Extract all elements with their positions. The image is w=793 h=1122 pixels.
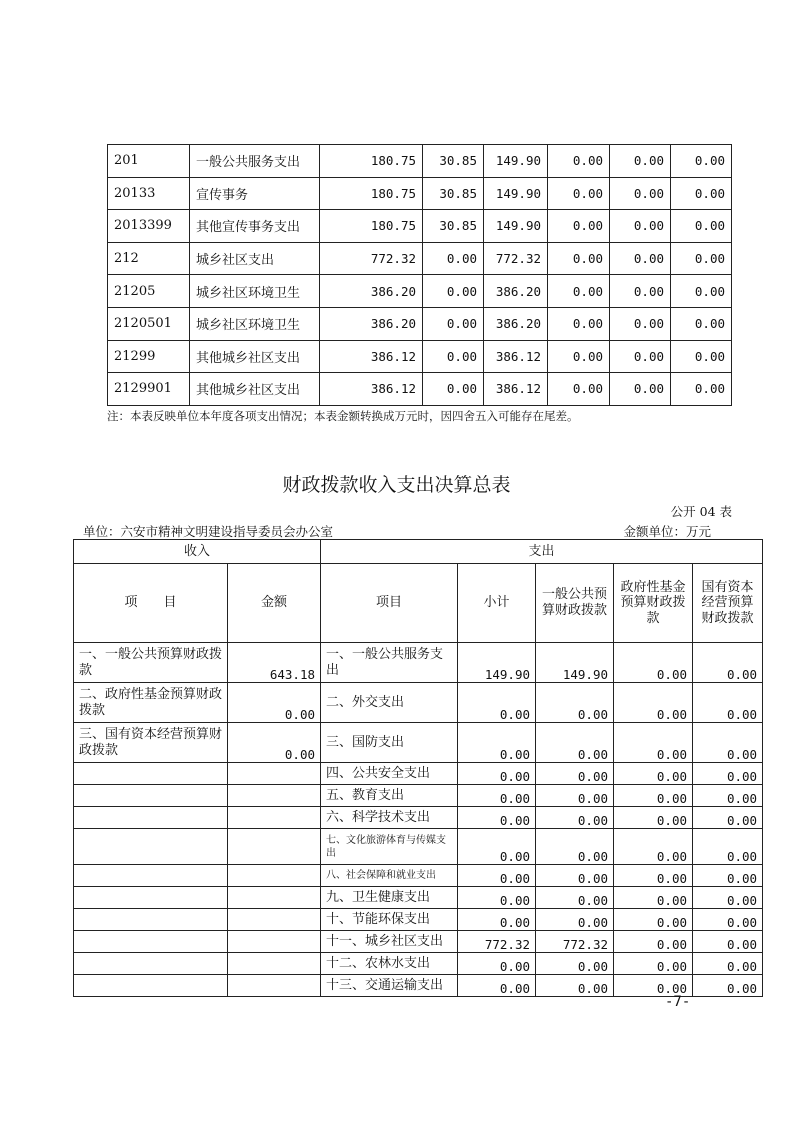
summary-row <box>74 829 763 865</box>
cell-code: 21205 <box>108 275 190 308</box>
table-row <box>108 145 732 178</box>
cell-in-amt <box>228 763 321 785</box>
cell-name: 城乡社区环境卫生 <box>190 275 320 308</box>
cell-out-item: 十、节能环保支出 <box>321 909 458 931</box>
cell-code: 2120501 <box>108 307 190 340</box>
cell-sub: 0.00 <box>458 807 536 829</box>
table-row <box>108 340 732 373</box>
cell-sub: 0.00 <box>458 683 536 723</box>
cell-in-amt <box>228 829 321 865</box>
cell-gen: 772.32 <box>536 931 614 953</box>
cell-code: 2013399 <box>108 210 190 243</box>
cell-basic: 0.00 <box>423 242 484 275</box>
cell-sub: 0.00 <box>458 953 536 975</box>
cell-c5: 0.00 <box>610 340 671 373</box>
cell-c5: 0.00 <box>610 373 671 406</box>
cell-gen: 0.00 <box>536 909 614 931</box>
cell-gen: 0.00 <box>536 723 614 763</box>
cell-name: 其他城乡社区支出 <box>190 340 320 373</box>
cell-c4: 0.00 <box>548 145 610 178</box>
summary-row <box>74 887 763 909</box>
cell-c5: 0.00 <box>610 210 671 243</box>
summary-row <box>74 909 763 931</box>
cell-out-item: 八、社会保障和就业支出 <box>321 865 458 887</box>
cell-c6: 0.00 <box>671 340 732 373</box>
cell-sub: 0.00 <box>458 785 536 807</box>
table-row <box>108 275 732 308</box>
cell-out-item: 六、科学技术支出 <box>321 807 458 829</box>
cell-in-item <box>74 829 228 865</box>
cell-in-amt <box>228 807 321 829</box>
summary-row <box>74 931 763 953</box>
cell-state: 0.00 <box>693 865 763 887</box>
header-expense: 支出 <box>321 540 763 564</box>
cell-c6: 0.00 <box>671 275 732 308</box>
cell-state: 0.00 <box>693 785 763 807</box>
cell-c5: 0.00 <box>610 145 671 178</box>
cell-total: 180.75 <box>320 177 423 210</box>
cell-in-amt <box>228 887 321 909</box>
cell-state: 0.00 <box>693 763 763 785</box>
cell-project: 386.20 <box>484 307 548 340</box>
cell-c6: 0.00 <box>671 373 732 406</box>
cell-gen: 0.00 <box>536 683 614 723</box>
cell-c5: 0.00 <box>610 307 671 340</box>
summary-row <box>74 683 763 723</box>
cell-sub: 0.00 <box>458 829 536 865</box>
cell-out-item: 五、教育支出 <box>321 785 458 807</box>
cell-basic: 30.85 <box>423 210 484 243</box>
unit-label: 单位：六安市精神文明建设指导委员会办公室 <box>83 524 334 539</box>
summary-row <box>74 865 763 887</box>
cell-project: 149.90 <box>484 145 548 178</box>
cell-state: 0.00 <box>693 975 763 997</box>
cell-gen: 0.00 <box>536 887 614 909</box>
cell-name: 其他宣传事务支出 <box>190 210 320 243</box>
cell-in-item <box>74 807 228 829</box>
cell-c5: 0.00 <box>610 242 671 275</box>
cell-in-item <box>74 785 228 807</box>
cell-basic: 30.85 <box>423 145 484 178</box>
cell-state: 0.00 <box>693 807 763 829</box>
cell-code: 21299 <box>108 340 190 373</box>
cell-in-amt <box>228 931 321 953</box>
cell-c4: 0.00 <box>548 275 610 308</box>
summary-row <box>74 723 763 763</box>
cell-state: 0.00 <box>693 931 763 953</box>
cell-sub: 0.00 <box>458 975 536 997</box>
table-note: 注：本表反映单位本年度各项支出情况；本表金额转换成万元时，因四舍五入可能存在尾差。 <box>107 409 579 423</box>
cell-in-item <box>74 931 228 953</box>
cell-in-amt <box>228 909 321 931</box>
cell-fund: 0.00 <box>614 953 693 975</box>
cell-state: 0.00 <box>693 723 763 763</box>
cell-basic: 0.00 <box>423 307 484 340</box>
amount-unit: 金额单位：万元 <box>623 524 711 539</box>
table-row <box>108 210 732 243</box>
summary-row <box>74 643 763 683</box>
cell-fund: 0.00 <box>614 865 693 887</box>
cell-total: 386.20 <box>320 307 423 340</box>
cell-sub: 149.90 <box>458 643 536 683</box>
cell-in-amt: 0.00 <box>228 683 321 723</box>
cell-project: 386.20 <box>484 275 548 308</box>
cell-gen: 0.00 <box>536 865 614 887</box>
cell-c5: 0.00 <box>610 275 671 308</box>
cell-in-item: 三、国有资本经营预算财政拨款 <box>74 723 228 763</box>
cell-total: 386.12 <box>320 373 423 406</box>
cell-fund: 0.00 <box>614 887 693 909</box>
summary-row <box>74 785 763 807</box>
cell-state: 0.00 <box>693 953 763 975</box>
page-number: -7- <box>665 994 691 1010</box>
cell-fund: 0.00 <box>614 909 693 931</box>
cell-c4: 0.00 <box>548 242 610 275</box>
cell-c6: 0.00 <box>671 242 732 275</box>
table-row <box>108 242 732 275</box>
cell-out-item: 三、国防支出 <box>321 723 458 763</box>
header-fund: 政府性基金预算财政拨款 <box>614 564 693 643</box>
cell-c4: 0.00 <box>548 177 610 210</box>
cell-in-amt: 643.18 <box>228 643 321 683</box>
cell-c4: 0.00 <box>548 307 610 340</box>
cell-out-item: 十一、城乡社区支出 <box>321 931 458 953</box>
cell-total: 386.12 <box>320 340 423 373</box>
cell-gen: 0.00 <box>536 763 614 785</box>
cell-project: 386.12 <box>484 340 548 373</box>
summary-row <box>74 763 763 785</box>
cell-state: 0.00 <box>693 909 763 931</box>
summary-row <box>74 807 763 829</box>
summary-row <box>74 975 763 997</box>
cell-fund: 0.00 <box>614 975 693 997</box>
table-row <box>108 373 732 406</box>
cell-c6: 0.00 <box>671 210 732 243</box>
cell-fund: 0.00 <box>614 931 693 953</box>
cell-out-item: 九、卫生健康支出 <box>321 887 458 909</box>
cell-in-amt: 0.00 <box>228 723 321 763</box>
table-row <box>108 307 732 340</box>
cell-out-item: 二、外交支出 <box>321 683 458 723</box>
cell-state: 0.00 <box>693 887 763 909</box>
summary-row <box>74 953 763 975</box>
cell-in-item <box>74 975 228 997</box>
cell-c6: 0.00 <box>671 307 732 340</box>
header-income: 收入 <box>74 540 321 564</box>
cell-gen: 0.00 <box>536 829 614 865</box>
cell-basic: 0.00 <box>423 373 484 406</box>
cell-c6: 0.00 <box>671 145 732 178</box>
cell-gen: 0.00 <box>536 785 614 807</box>
cell-state: 0.00 <box>693 683 763 723</box>
cell-in-item <box>74 953 228 975</box>
cell-out-item: 十二、农林水支出 <box>321 953 458 975</box>
header-item-expense: 项目 <box>321 564 458 643</box>
cell-basic: 30.85 <box>423 177 484 210</box>
cell-fund: 0.00 <box>614 763 693 785</box>
cell-gen: 0.00 <box>536 953 614 975</box>
cell-code: 201 <box>108 145 190 178</box>
cell-name: 一般公共服务支出 <box>190 145 320 178</box>
cell-in-amt <box>228 953 321 975</box>
cell-fund: 0.00 <box>614 785 693 807</box>
cell-project: 386.12 <box>484 373 548 406</box>
cell-name: 其他城乡社区支出 <box>190 373 320 406</box>
cell-code: 20133 <box>108 177 190 210</box>
cell-in-item <box>74 909 228 931</box>
cell-out-item: 四、公共安全支出 <box>321 763 458 785</box>
table-id: 公开 04 表 <box>670 504 732 519</box>
cell-sub: 0.00 <box>458 763 536 785</box>
cell-in-amt <box>228 865 321 887</box>
cell-fund: 0.00 <box>614 643 693 683</box>
cell-basic: 0.00 <box>423 340 484 373</box>
header-amount: 金额 <box>228 564 321 643</box>
cell-gen: 0.00 <box>536 975 614 997</box>
cell-state: 0.00 <box>693 643 763 683</box>
cell-out-item: 一、一般公共服务支出 <box>321 643 458 683</box>
cell-in-item <box>74 763 228 785</box>
header-subtotal: 小计 <box>458 564 536 643</box>
expense-detail-table <box>107 144 732 406</box>
cell-in-item <box>74 865 228 887</box>
cell-code: 212 <box>108 242 190 275</box>
cell-sub: 0.00 <box>458 865 536 887</box>
cell-state: 0.00 <box>693 829 763 865</box>
cell-sub: 0.00 <box>458 887 536 909</box>
cell-basic: 0.00 <box>423 275 484 308</box>
cell-in-amt <box>228 785 321 807</box>
cell-in-item: 一、一般公共预算财政拨款 <box>74 643 228 683</box>
header-state: 国有资本经营预算财政拨款 <box>693 564 763 643</box>
cell-project: 772.32 <box>484 242 548 275</box>
cell-total: 180.75 <box>320 210 423 243</box>
cell-total: 180.75 <box>320 145 423 178</box>
cell-project: 149.90 <box>484 210 548 243</box>
cell-total: 386.20 <box>320 275 423 308</box>
header-item-income: 项 目 <box>74 564 228 643</box>
cell-sub: 772.32 <box>458 931 536 953</box>
cell-name: 城乡社区环境卫生 <box>190 307 320 340</box>
cell-in-item <box>74 887 228 909</box>
cell-in-amt <box>228 975 321 997</box>
cell-sub: 0.00 <box>458 723 536 763</box>
cell-c4: 0.00 <box>548 340 610 373</box>
cell-name: 城乡社区支出 <box>190 242 320 275</box>
cell-in-item: 二、政府性基金预算财政拨款 <box>74 683 228 723</box>
cell-gen: 149.90 <box>536 643 614 683</box>
cell-gen: 0.00 <box>536 807 614 829</box>
cell-project: 149.90 <box>484 177 548 210</box>
cell-out-item: 七、文化旅游体育与传媒支出 <box>321 829 458 865</box>
table-row <box>108 177 732 210</box>
cell-fund: 0.00 <box>614 829 693 865</box>
summary-table <box>73 539 763 997</box>
cell-c4: 0.00 <box>548 373 610 406</box>
cell-fund: 0.00 <box>614 807 693 829</box>
header-general: 一般公共预算财政拨款 <box>536 564 614 643</box>
cell-c4: 0.00 <box>548 210 610 243</box>
cell-fund: 0.00 <box>614 723 693 763</box>
cell-code: 2129901 <box>108 373 190 406</box>
cell-c6: 0.00 <box>671 177 732 210</box>
cell-fund: 0.00 <box>614 683 693 723</box>
page-title: 财政拨款收入支出决算总表 <box>282 474 511 496</box>
cell-c5: 0.00 <box>610 177 671 210</box>
cell-out-item: 十三、交通运输支出 <box>321 975 458 997</box>
cell-total: 772.32 <box>320 242 423 275</box>
cell-sub: 0.00 <box>458 909 536 931</box>
cell-name: 宣传事务 <box>190 177 320 210</box>
